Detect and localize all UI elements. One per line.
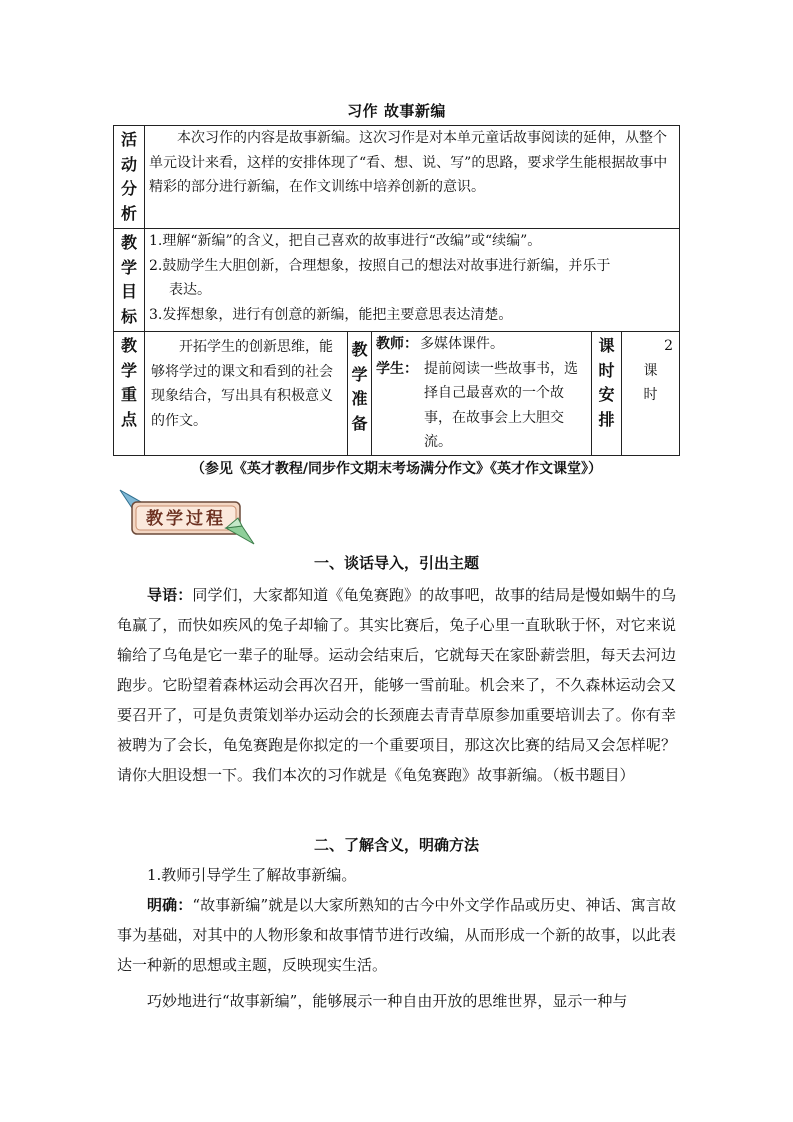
lesson-info-table — [113, 125, 680, 456]
hours-label: 课 时 安 排 — [592, 332, 622, 456]
analysis-text: 本次习作的内容是故事新编。这次习作是对本单元童话故事阅读的延伸，从整个单元设计来看，这样的安排体现了“看、想、说、写”的思路，要求学生能根据故事中精彩的部分进行新编，在作文训练中培养创新的意识。 — [145, 126, 680, 229]
focus-text: 开拓学生的创新思维，能够将学过的课文和看到的社会现象结合，写出具有积极意义的作文。 — [145, 332, 348, 456]
section-heading: 二、了解含义，明确方法 — [313, 836, 479, 854]
goal-item: 3.发挥想象，进行有创意的新编，能把主要意思表达清楚。 — [149, 306, 513, 323]
goal-item: 1.理解“新编”的含义，把自己喜欢的故事进行“改编”或“续编”。 — [149, 233, 542, 249]
goals-cell — [145, 229, 680, 332]
paragraph: 1.教师引导学生了解故事新编。 — [147, 866, 357, 884]
hours-value-cell: 2 课 时 — [622, 332, 680, 456]
hours-value: 2 — [664, 338, 674, 354]
analysis-label: 活 动 分 析 — [114, 126, 145, 229]
goal-item: 2.鼓励学生大胆创新，合理想象，按照自己的想法对故事进行新编，并乐于 — [149, 257, 611, 274]
paragraph: 巧妙地进行“故事新编”，能够展示一种自由开放的思维世界，显示一种与 — [147, 992, 628, 1010]
teaching-process-badge — [118, 488, 256, 546]
paragraph: 导语：同学们，大家都知道《龟兔赛跑》的故事吧，故事的结局是慢如蜗牛的乌龟赢了，而快如疾风的兔子却输了。其实比赛后，兔子心里一直耿耿于怀，对它来说输给了乌龟是它一辈子的耻辱。运动会结束后，它就每天在家卧薪尝胆，每天去河边跑步。它盼望着森林运动会再次召开，能够一雪前耻。机会来了，不久森林运动会又要召开了，可是负责策划举办运动会的长颈鹿去青青草原参加重要培训去了。你有幸被聘为了会长，龟兔赛跑是你拟定的一个重要项目，那这次比赛的结局又会怎样呢？请你大胆设想一下。我们本次的习作就是《龟兔赛跑》故事新编。（板书题目） — [117, 586, 676, 784]
teacher-label: 教师： — [376, 336, 418, 352]
goals-label: 教 学 目 标 — [114, 229, 145, 332]
lead-label: 导语： — [147, 586, 193, 604]
student-label: 学生： — [376, 360, 418, 377]
badge-text: 教学过程 — [146, 509, 226, 529]
student-text: 提前阅读一些故事书，选择自己最喜欢的一个故事，在故事会上大胆交流。 — [424, 360, 578, 450]
lead-label: 明确： — [147, 896, 193, 914]
prep-label: 教 学 准 备 — [348, 332, 372, 456]
prep-cell — [372, 332, 592, 456]
teacher-text: 多媒体课件。 — [420, 336, 504, 352]
paragraph: 明确：“故事新编”就是以大家所熟知的古今中外文学作品或历史、神话、寓言故事为基础，对其中的人物形象和故事情节进行改编，从而形成一个新的故事，以此表达一种新的思想或主题，反映现实生活。 — [117, 896, 676, 974]
reference-note: （参见《英才教程/同步作文期末考场满分作文》《英才作文课堂》） — [190, 461, 603, 477]
focus-label: 教 学 重 点 — [114, 332, 145, 456]
section-heading: 一、谈话导入，引出主题 — [313, 554, 479, 572]
goal-item: 表达。 — [169, 282, 211, 298]
page-title: 习作 故事新编 — [347, 102, 446, 120]
paper-plane-icon — [226, 526, 254, 544]
